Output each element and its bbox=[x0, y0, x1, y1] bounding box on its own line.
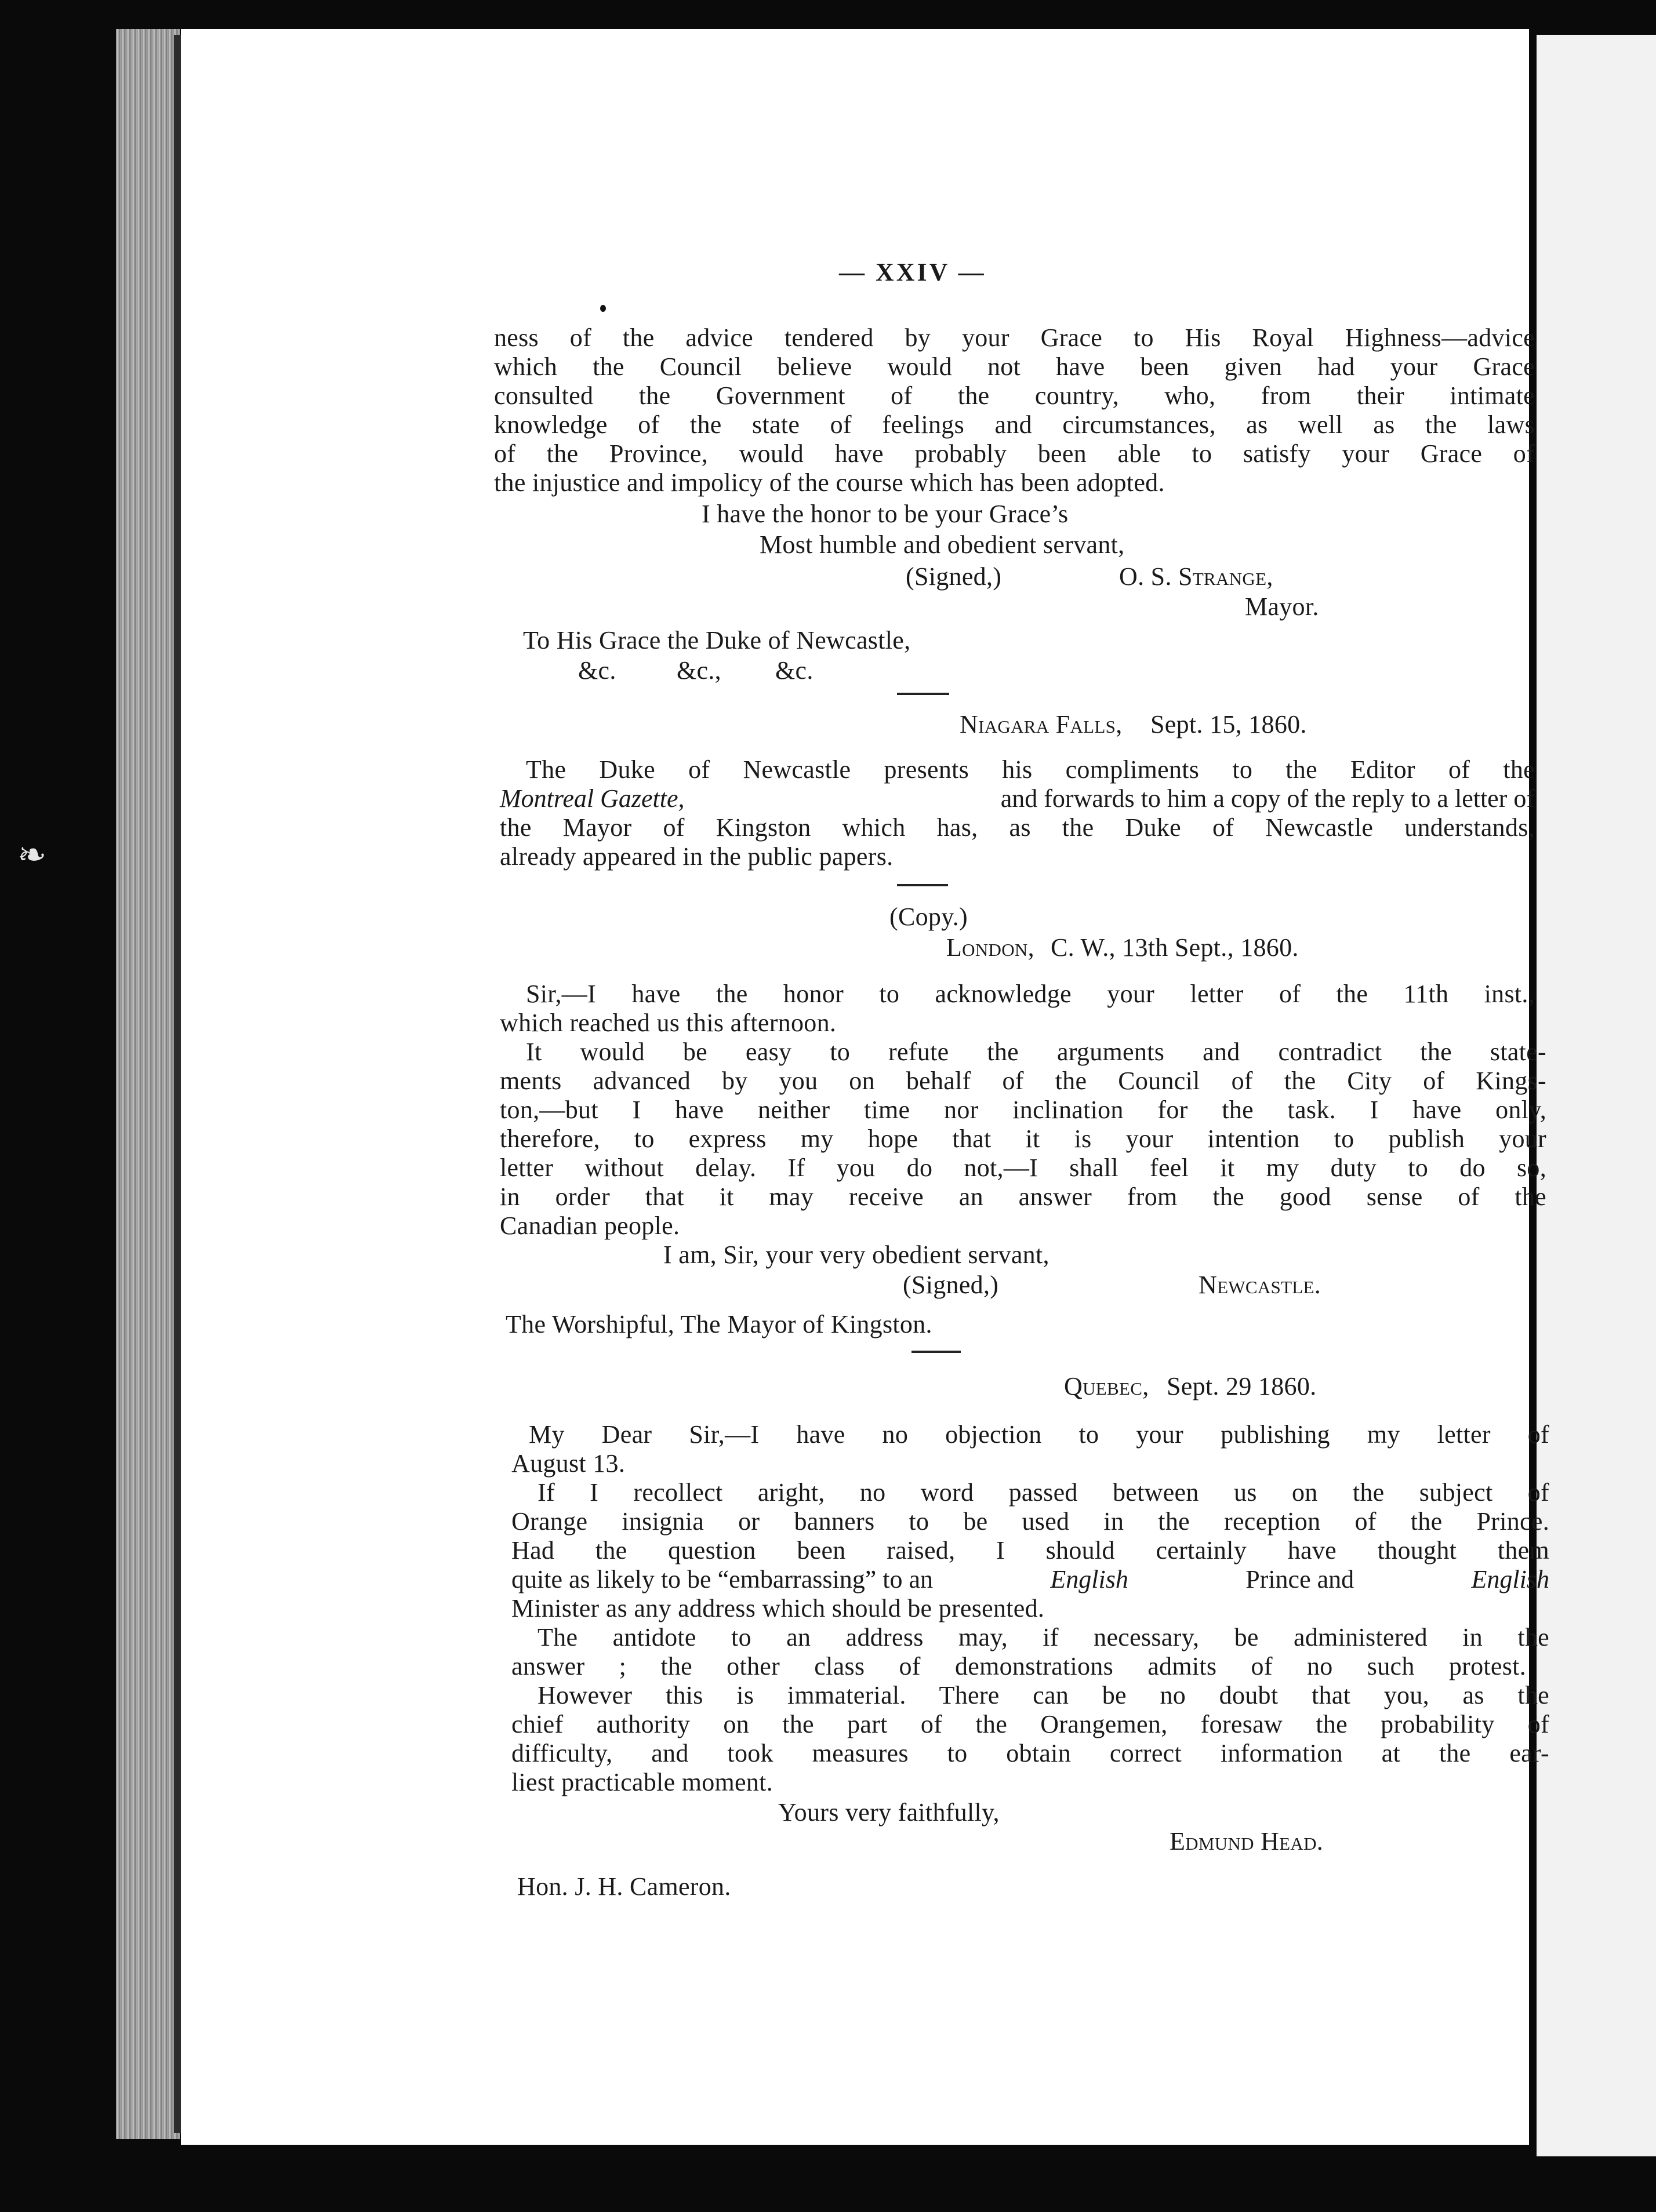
letter1-signer: O. S. Strange, bbox=[1119, 562, 1273, 591]
letter3-line: August 13. bbox=[511, 1449, 626, 1478]
letter2-line: letter without delay. If you do not,—I shall feel it my duty to do so, bbox=[500, 1154, 1546, 1182]
letter2-addressee: The Worshipful, The Mayor of Kingston. bbox=[506, 1310, 932, 1338]
letter1-closing: Most humble and obedient servant, bbox=[760, 530, 1125, 559]
letter1-signed: (Signed,) bbox=[906, 562, 1002, 591]
letter1-etc: &c. bbox=[578, 656, 616, 685]
letter3-line: answer ; the other class of demonstrations admits of no such protest. bbox=[511, 1652, 1526, 1680]
facing-page-edge bbox=[1537, 35, 1656, 2156]
letter3-line: The antidote to an address may, if necessary, be administered in the bbox=[538, 1623, 1549, 1651]
letter3-line: chief authority on the part of the Orangemen, foresaw the probability of bbox=[511, 1710, 1549, 1738]
letter1-etc: &c. bbox=[775, 656, 814, 685]
letter3-line: Minister as any address which should be presented. bbox=[511, 1594, 1045, 1622]
letter1-closing: I have the honor to be your Grace’s bbox=[702, 500, 1069, 528]
letter1-line: which the Council believe would not have been given had your Grace bbox=[494, 352, 1535, 381]
letter3-line: My Dear Sir,—I have no objection to your publishing my letter of bbox=[529, 1420, 1549, 1449]
note-line: the Mayor of Kingston which has, as the Duke of Newcastle understands, bbox=[500, 813, 1535, 842]
letter3-closing: Yours very faithfully, bbox=[778, 1798, 1000, 1827]
document-page bbox=[181, 29, 1549, 2145]
letter1-addressee: To His Grace the Duke of Newcastle, bbox=[523, 626, 911, 654]
book-page-edges bbox=[116, 29, 180, 2139]
letter2-dateline-date: C. W., 13th Sept., 1860. bbox=[1051, 933, 1299, 962]
letter2-line: which reached us this afternoon. bbox=[500, 1009, 837, 1037]
letter2-line: Canadian people. bbox=[500, 1211, 680, 1240]
note-line-rest: and forwards to him a copy of the reply to a letter of bbox=[1000, 784, 1535, 813]
letter2-line: It would be easy to refute the arguments and contradict the state- bbox=[526, 1038, 1546, 1066]
letter2-line: ments advanced by you on behalf of the Council of the City of Kings- bbox=[500, 1067, 1546, 1095]
note-line: already appeared in the public papers. bbox=[500, 842, 894, 871]
letter2-line: in order that it may receive an answer from the good sense of the bbox=[500, 1183, 1546, 1211]
note-dateline-place: Niagara Falls, bbox=[960, 710, 1123, 738]
note-line bbox=[500, 784, 1535, 813]
letter3-line-italic: English bbox=[1471, 1565, 1549, 1593]
ink-speck bbox=[600, 305, 606, 312]
letter3-line-part: Prince and bbox=[1245, 1565, 1354, 1593]
letter3-dateline-date: Sept. 29 1860. bbox=[1167, 1372, 1317, 1400]
letter2-signer: Newcastle. bbox=[1199, 1271, 1321, 1299]
letter3-line: Had the question been raised, I should certainly have thought them bbox=[511, 1536, 1549, 1565]
letter2-line: Sir,—I have the honor to acknowledge your letter of the 11th inst., bbox=[526, 980, 1535, 1008]
letter2-dateline-place: London, bbox=[946, 933, 1034, 962]
note-line: The Duke of Newcastle presents his compliments to the Editor of the bbox=[526, 755, 1535, 784]
letter3-line: difficulty, and took measures to obtain correct information at the ear- bbox=[511, 1739, 1549, 1767]
letter3-line bbox=[511, 1565, 1549, 1594]
letter3-addressee: Hon. J. H. Cameron. bbox=[517, 1872, 731, 1901]
letter3-dateline-place: Quebec, bbox=[1064, 1372, 1149, 1400]
section-rule bbox=[897, 693, 949, 695]
section-rule bbox=[911, 1351, 961, 1353]
letter1-etc: &c., bbox=[677, 656, 721, 685]
letter1-line: the injustice and impolicy of the course which has been adopted. bbox=[494, 468, 1165, 497]
letter1-line: ness of the advice tendered by your Grace to His Royal Highness—advice bbox=[494, 323, 1535, 352]
letter2-copy-label: (Copy.) bbox=[889, 903, 968, 931]
newspaper-title: Montreal Gazette, bbox=[500, 784, 685, 813]
page-number: — XXIV — bbox=[839, 258, 986, 286]
letter1-line: of the Province, would have probably been able to satisfy your Grace of bbox=[494, 439, 1535, 468]
letter3-line: However this is immaterial. There can be no doubt that you, as the bbox=[538, 1681, 1549, 1709]
letter2-signed: (Signed,) bbox=[903, 1271, 999, 1299]
letter1-line: knowledge of the state of feelings and circumstances, as well as the laws bbox=[494, 410, 1535, 439]
letter2-closing: I am, Sir, your very obedient servant, bbox=[663, 1240, 1049, 1269]
section-rule bbox=[897, 884, 948, 886]
letter2-line: ton,—but I have neither time nor inclination for the task. I have only, bbox=[500, 1096, 1546, 1124]
note-dateline-date: Sept. 15, 1860. bbox=[1150, 710, 1307, 738]
letter2-line: therefore, to express my hope that it is your intention to publish your bbox=[500, 1125, 1546, 1153]
letter3-line-part: quite as likely to be “embarrassing” to an bbox=[511, 1565, 933, 1593]
letter3-line-italic: English bbox=[1050, 1565, 1128, 1593]
letter3-line: liest practicable moment. bbox=[511, 1768, 773, 1796]
letter1-signer-title: Mayor. bbox=[1245, 592, 1319, 621]
letter3-signer: Edmund Head. bbox=[1170, 1827, 1324, 1856]
letter3-line: Orange insignia or banners to be used in the reception of the Prince. bbox=[511, 1507, 1549, 1536]
margin-mark: ❧ bbox=[17, 836, 47, 874]
letter1-line: consulted the Government of the country, who, from their intimate bbox=[494, 381, 1535, 410]
letter3-line: If I recollect aright, no word passed between us on the subject of bbox=[538, 1478, 1549, 1507]
